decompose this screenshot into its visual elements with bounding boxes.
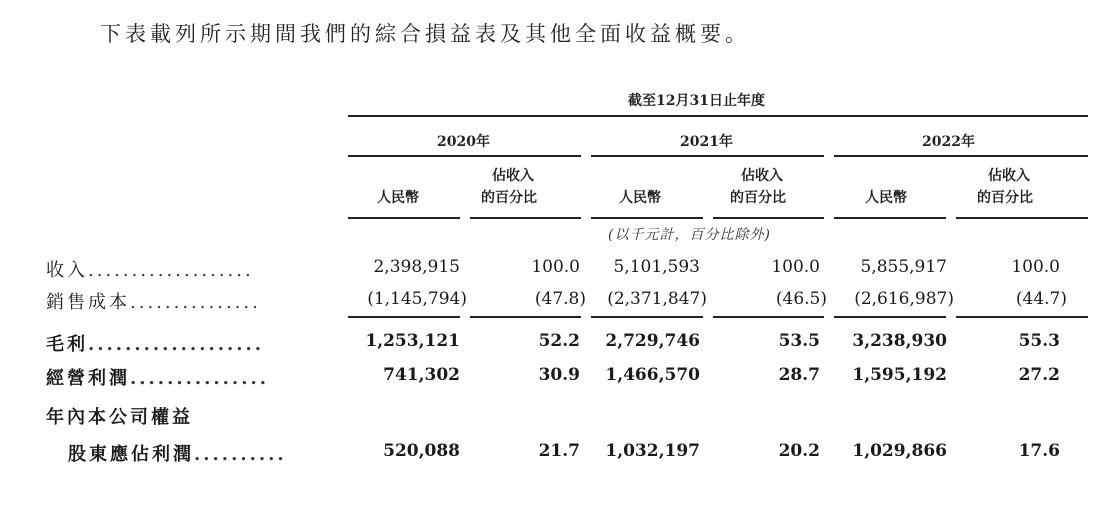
cell-gross-2022-pct: 55.3	[1018, 331, 1060, 351]
row-label-text: 銷售成本	[46, 292, 130, 313]
cell-cost-2020-pct: (47.8)	[534, 289, 586, 309]
row-label-profit-attributable-line2	[68, 440, 287, 466]
cell-cost-2020-rmb: (1,145,794)	[367, 289, 467, 309]
header-rule	[348, 115, 1088, 117]
cell-cost-2022-rmb: (2,616,987)	[854, 289, 954, 309]
col-pct-2020	[481, 165, 537, 209]
cell-cost-2022-pct: (44.7)	[1015, 289, 1067, 309]
leader-dots: ...................	[88, 260, 254, 281]
row-label-text: 收入	[46, 260, 88, 281]
cell-revenue-2022-rmb: 5,855,917	[860, 257, 947, 277]
col-pct-2022	[977, 165, 1033, 209]
cell-revenue-2020-rmb: 2,398,915	[373, 257, 460, 277]
row-label-operating-profit	[46, 364, 269, 390]
row-label-gross-profit	[46, 330, 264, 356]
row-label-revenue	[46, 256, 254, 282]
subtotal-rule-2021-pct	[713, 316, 824, 318]
leader-dots: ...................	[88, 334, 265, 355]
leader-dots: ...............	[130, 292, 261, 313]
cell-revenue-2021-rmb: 5,101,593	[613, 257, 700, 277]
cell-revenue-2021-pct: 100.0	[771, 257, 820, 277]
col-rmb-2022: 人民幣	[865, 190, 907, 206]
cell-op-2020-pct: 30.9	[538, 365, 580, 385]
cell-gross-2021-rmb: 2,729,746	[605, 331, 700, 351]
cell-op-2022-rmb: 1,595,192	[852, 365, 947, 385]
colhead-rule-pct-2022	[956, 217, 1088, 219]
cell-op-2020-rmb: 741,302	[383, 365, 460, 385]
subtotal-rule-2022-rmb	[834, 316, 946, 318]
year-rule-2022	[834, 155, 1088, 157]
cell-attr-2022-rmb: 1,029,866	[852, 441, 947, 461]
cell-gross-2020-rmb: 1,253,121	[365, 331, 460, 351]
row-label-text: 經營利潤	[46, 368, 130, 389]
colhead-rule-rmb-2022	[834, 217, 946, 219]
col-rmb-2020: 人民幣	[377, 190, 419, 206]
year-2022: 2022年	[922, 134, 975, 150]
intro-text: 下表載列所示期間我們的綜合損益表及其他全面收益概要。	[100, 22, 750, 46]
row-label-cost-of-sales	[46, 288, 261, 314]
colhead-rule-pct-2020	[470, 217, 581, 219]
col-rmb-2021: 人民幣	[619, 190, 661, 206]
cell-op-2022-pct: 27.2	[1018, 365, 1060, 385]
colhead-rule-rmb-2020	[348, 217, 460, 219]
cell-revenue-2020-pct: 100.0	[531, 257, 580, 277]
subtotal-rule-2022-pct	[956, 316, 1088, 318]
col-pct-line2: 的百分比	[977, 190, 1033, 206]
cell-op-2021-pct: 28.7	[778, 365, 820, 385]
cell-attr-2022-pct: 17.6	[1018, 441, 1060, 461]
cell-gross-2020-pct: 52.2	[538, 331, 580, 351]
cell-cost-2021-pct: (46.5)	[775, 289, 827, 309]
cell-attr-2021-rmb: 1,032,197	[605, 441, 700, 461]
leader-dots: ...............	[130, 368, 269, 389]
cell-op-2021-rmb: 1,466,570	[605, 365, 700, 385]
row-label-profit-attributable-line1	[46, 403, 193, 429]
cell-cost-2021-rmb: (2,371,847)	[607, 289, 707, 309]
colhead-rule-rmb-2021	[591, 217, 703, 219]
cell-attr-2021-pct: 20.2	[778, 441, 820, 461]
col-pct-line1: 佔收入	[492, 168, 534, 184]
row-label-text: 毛利	[46, 334, 88, 355]
row-label-text: 股東應佔利潤	[68, 444, 194, 465]
cell-gross-2021-pct: 53.5	[778, 331, 820, 351]
subtotal-rule-2020-pct	[470, 316, 581, 318]
col-pct-line1: 佔收入	[988, 168, 1030, 184]
colhead-rule-pct-2021	[713, 217, 824, 219]
period-header: 截至12月31日止年度	[628, 93, 765, 109]
year-2020: 2020年	[437, 134, 490, 150]
subtotal-rule-2021-rmb	[591, 316, 703, 318]
cell-attr-2020-pct: 21.7	[538, 441, 580, 461]
cell-gross-2022-rmb: 3,238,930	[852, 331, 947, 351]
cell-attr-2020-rmb: 520,088	[383, 441, 460, 461]
cell-revenue-2022-pct: 100.0	[1011, 257, 1060, 277]
year-2021: 2021年	[680, 134, 733, 150]
leader-dots: ..........	[194, 444, 287, 465]
col-pct-line2: 的百分比	[730, 190, 786, 206]
year-rule-2020	[348, 155, 581, 157]
row-label-text: 年內本公司權益	[46, 407, 193, 428]
unit-note: (以千元計，百分比除外)	[608, 227, 771, 243]
col-pct-line1: 佔收入	[741, 168, 783, 184]
col-pct-line2: 的百分比	[481, 190, 537, 206]
subtotal-rule-2020-rmb	[348, 316, 460, 318]
year-rule-2021	[591, 155, 824, 157]
col-pct-2021	[730, 165, 786, 209]
